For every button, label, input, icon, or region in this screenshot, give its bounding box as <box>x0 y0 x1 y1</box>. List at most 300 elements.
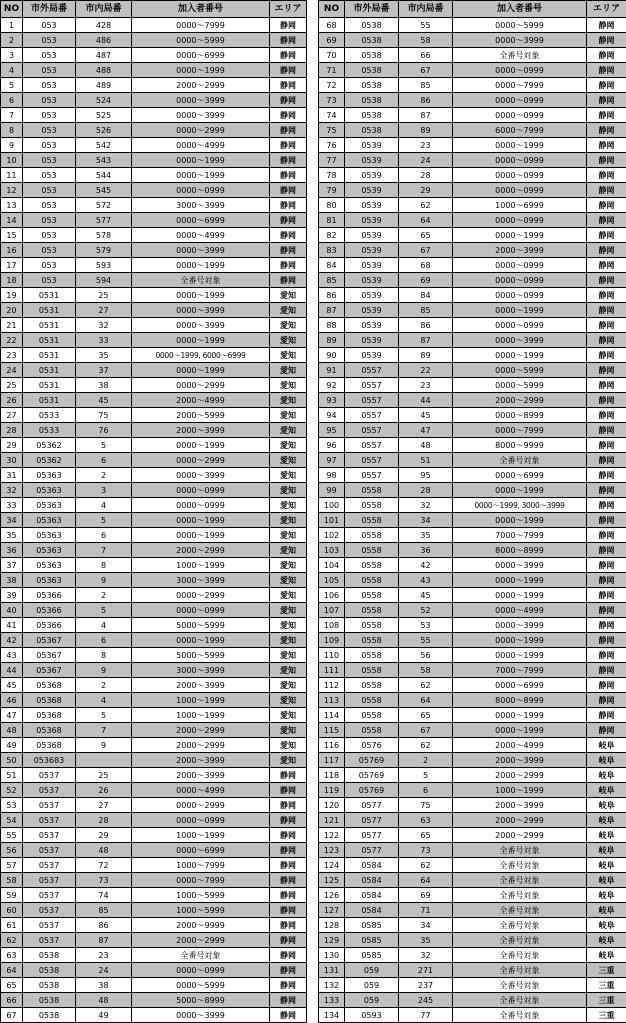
cell-subscriber: 0000～0999 <box>453 153 587 168</box>
cell-area-code: 0531 <box>23 333 76 348</box>
cell-area-code: 05368 <box>23 693 76 708</box>
table-row <box>1 228 307 243</box>
cell-no: 109 <box>319 633 345 648</box>
cell-no: 54 <box>1 813 23 828</box>
cell-area-code: 0558 <box>345 723 399 738</box>
table-row <box>319 408 626 423</box>
cell-area-code: 0538 <box>345 123 399 138</box>
table-header <box>1 1 307 18</box>
cell-subscriber: 5000～5999 <box>132 618 270 633</box>
cell-no: 28 <box>1 423 23 438</box>
table-row <box>319 933 626 948</box>
cell-no: 79 <box>319 183 345 198</box>
cell-area: 静岡 <box>587 408 626 423</box>
cell-area-code: 053 <box>23 63 76 78</box>
cell-area-code: 0557 <box>345 393 399 408</box>
cell-local-code: 237 <box>399 978 453 993</box>
table-row <box>1 378 307 393</box>
cell-subscriber: 0000～1999 <box>453 708 587 723</box>
cell-area: 愛知 <box>270 588 307 603</box>
cell-area: 静岡 <box>587 183 626 198</box>
cell-area: 静岡 <box>270 768 307 783</box>
cell-area-code: 0539 <box>345 333 399 348</box>
cell-area-code: 05363 <box>23 558 76 573</box>
cell-no: 98 <box>319 468 345 483</box>
cell-subscriber: 0000～1999 <box>453 138 587 153</box>
cell-subscriber: 全番号対象 <box>132 948 270 963</box>
cell-local-code: 66 <box>399 48 453 63</box>
cell-subscriber: 5000～5999 <box>132 648 270 663</box>
cell-area: 静岡 <box>270 228 307 243</box>
cell-subscriber: 全番号対象 <box>453 1008 587 1023</box>
cell-no: 108 <box>319 618 345 633</box>
table-row <box>1 153 307 168</box>
cell-area-code: 059 <box>345 963 399 978</box>
cell-no: 57 <box>1 858 23 873</box>
cell-no: 27 <box>1 408 23 423</box>
table-row <box>1 798 307 813</box>
cell-area: 愛知 <box>270 318 307 333</box>
cell-local-code: 86 <box>399 318 453 333</box>
table-row <box>1 513 307 528</box>
table-row <box>1 978 307 993</box>
cell-area-code: 0577 <box>345 843 399 858</box>
cell-area: 愛知 <box>270 453 307 468</box>
cell-subscriber: 2000～2999 <box>132 78 270 93</box>
cell-no: 100 <box>319 498 345 513</box>
cell-area-code: 0558 <box>345 573 399 588</box>
table-row <box>1 213 307 228</box>
cell-area-code: 0531 <box>23 378 76 393</box>
cell-area-code: 0531 <box>23 318 76 333</box>
cell-area: 岐阜 <box>587 768 626 783</box>
cell-subscriber: 2000～9999 <box>132 918 270 933</box>
cell-subscriber: 8000～9999 <box>453 438 587 453</box>
cell-subscriber: 2000～5999 <box>132 408 270 423</box>
cell-no: 81 <box>319 213 345 228</box>
cell-no: 121 <box>319 813 345 828</box>
table-row <box>319 348 626 363</box>
cell-subscriber: 全番号対象 <box>132 273 270 288</box>
cell-subscriber: 0000～3999 <box>453 33 587 48</box>
cell-subscriber: 2000～4999 <box>132 393 270 408</box>
cell-area: 静岡 <box>270 48 307 63</box>
cell-local-code: 5 <box>76 603 132 618</box>
cell-local-code: 22 <box>399 363 453 378</box>
cell-area: 岐阜 <box>587 948 626 963</box>
table-row <box>319 648 626 663</box>
cell-local-code: 73 <box>76 873 132 888</box>
cell-area-code: 05362 <box>23 453 76 468</box>
cell-area: 静岡 <box>587 498 626 513</box>
cell-area-code: 053 <box>23 228 76 243</box>
cell-area: 三重 <box>587 978 626 993</box>
cell-area: 愛知 <box>270 708 307 723</box>
cell-subscriber: 0000～5999 <box>453 363 587 378</box>
cell-area-code: 053 <box>23 258 76 273</box>
table-row <box>319 498 626 513</box>
cell-area-code: 0584 <box>345 873 399 888</box>
table-row <box>319 183 626 198</box>
cell-area-code: 0539 <box>345 243 399 258</box>
cell-area-code: 059 <box>345 993 399 1008</box>
cell-area-code: 0539 <box>345 198 399 213</box>
cell-no: 29 <box>1 438 23 453</box>
table-row <box>319 828 626 843</box>
cell-area: 静岡 <box>587 453 626 468</box>
cell-area-code: 0537 <box>23 918 76 933</box>
cell-no: 38 <box>1 573 23 588</box>
cell-area: 岐阜 <box>587 933 626 948</box>
cell-local-code: 34 <box>399 513 453 528</box>
cell-local-code: 69 <box>399 273 453 288</box>
cell-subscriber: 2000～3999 <box>132 678 270 693</box>
cell-subscriber: 0000～1999 <box>132 633 270 648</box>
cell-area: 静岡 <box>270 948 307 963</box>
cell-local-code: 45 <box>399 408 453 423</box>
table-row <box>319 528 626 543</box>
cell-subscriber: 0000～0999 <box>453 273 587 288</box>
cell-area-code: 0585 <box>345 933 399 948</box>
header-area-code: 市外局番 <box>23 1 76 18</box>
cell-area-code: 05363 <box>23 468 76 483</box>
header-subscriber: 加入者番号 <box>453 1 587 18</box>
table-right <box>318 0 626 1023</box>
cell-no: 58 <box>1 873 23 888</box>
table-row <box>319 243 626 258</box>
table-row <box>1 843 307 858</box>
cell-area: 静岡 <box>587 303 626 318</box>
cell-area-code: 05363 <box>23 543 76 558</box>
table-left <box>0 0 307 1023</box>
table-row <box>319 93 626 108</box>
cell-subscriber: 0000～2999 <box>132 453 270 468</box>
table-row <box>319 303 626 318</box>
cell-area-code: 0539 <box>345 303 399 318</box>
cell-subscriber: 0000～2999 <box>132 798 270 813</box>
cell-subscriber: 0000～2999 <box>132 378 270 393</box>
cell-area-code: 05366 <box>23 618 76 633</box>
cell-no: 131 <box>319 963 345 978</box>
cell-subscriber: 0000～7999 <box>132 18 270 33</box>
header-no: NO <box>319 1 345 18</box>
cell-area: 岐阜 <box>587 783 626 798</box>
cell-no: 69 <box>319 33 345 48</box>
cell-area: 静岡 <box>270 858 307 873</box>
cell-no: 119 <box>319 783 345 798</box>
table-row <box>319 783 626 798</box>
cell-local-code: 65 <box>399 708 453 723</box>
cell-local-code: 5 <box>76 513 132 528</box>
cell-no: 127 <box>319 903 345 918</box>
cell-subscriber: 3000～3999 <box>132 198 270 213</box>
cell-area-code: 05769 <box>345 753 399 768</box>
header-area: エリア <box>587 1 626 18</box>
table-row <box>319 993 626 1008</box>
table-row <box>1 528 307 543</box>
cell-local-code: 23 <box>76 948 132 963</box>
table-row <box>1 948 307 963</box>
cell-subscriber: 0000～1999 <box>453 348 587 363</box>
cell-local-code: 62 <box>399 858 453 873</box>
cell-no: 114 <box>319 708 345 723</box>
cell-subscriber: 0000～7999 <box>453 78 587 93</box>
cell-no: 86 <box>319 288 345 303</box>
cell-local-code: 245 <box>399 993 453 1008</box>
cell-no: 89 <box>319 333 345 348</box>
cell-local-code: 85 <box>399 303 453 318</box>
cell-area-code: 053 <box>23 48 76 63</box>
cell-area-code: 0539 <box>345 318 399 333</box>
cell-no: 3 <box>1 48 23 63</box>
cell-subscriber: 0000～6999 <box>132 213 270 228</box>
table-row <box>319 633 626 648</box>
table-row <box>1 558 307 573</box>
cell-area-code: 0538 <box>345 78 399 93</box>
cell-no: 59 <box>1 888 23 903</box>
cell-area: 静岡 <box>587 513 626 528</box>
table-row <box>1 348 307 363</box>
cell-subscriber: 全番号対象 <box>453 978 587 993</box>
cell-area-code: 0558 <box>345 558 399 573</box>
cell-subscriber: 0000～4999 <box>132 138 270 153</box>
cell-area: 静岡 <box>587 228 626 243</box>
cell-local-code: 29 <box>76 828 132 843</box>
table-row <box>1 813 307 828</box>
cell-area-code: 0537 <box>23 903 76 918</box>
table-row <box>1 303 307 318</box>
cell-area-code: 0584 <box>345 903 399 918</box>
cell-local-code: 55 <box>399 633 453 648</box>
cell-area: 静岡 <box>587 468 626 483</box>
table-row <box>319 918 626 933</box>
table-row <box>1 708 307 723</box>
table-row <box>319 228 626 243</box>
table-row <box>1 258 307 273</box>
cell-no: 48 <box>1 723 23 738</box>
cell-local-code: 8 <box>76 558 132 573</box>
cell-local-code: 67 <box>399 63 453 78</box>
cell-no: 111 <box>319 663 345 678</box>
table-row <box>1 963 307 978</box>
cell-local-code: 28 <box>399 483 453 498</box>
cell-area: 静岡 <box>587 288 626 303</box>
cell-subscriber: 0000～5999 <box>132 978 270 993</box>
cell-subscriber: 0000～5999 <box>453 18 587 33</box>
cell-area: 静岡 <box>587 543 626 558</box>
cell-local-code: 9 <box>76 738 132 753</box>
cell-subscriber: 全番号対象 <box>453 453 587 468</box>
cell-local-code: 489 <box>76 78 132 93</box>
table-row <box>319 843 626 858</box>
cell-subscriber: 0000～3999 <box>132 303 270 318</box>
cell-local-code: 87 <box>399 108 453 123</box>
cell-local-code: 2 <box>76 678 132 693</box>
table-row <box>319 678 626 693</box>
cell-no: 90 <box>319 348 345 363</box>
table-row <box>319 468 626 483</box>
table-row <box>319 423 626 438</box>
table-row <box>319 273 626 288</box>
cell-no: 78 <box>319 168 345 183</box>
cell-no: 85 <box>319 273 345 288</box>
cell-subscriber: 0000～0999 <box>453 258 587 273</box>
cell-no: 36 <box>1 543 23 558</box>
cell-area-code: 05363 <box>23 573 76 588</box>
table-row <box>1 648 307 663</box>
cell-no: 120 <box>319 798 345 813</box>
table-row <box>319 153 626 168</box>
cell-no: 82 <box>319 228 345 243</box>
cell-subscriber: 0000～1999 <box>132 63 270 78</box>
cell-local-code: 89 <box>399 123 453 138</box>
cell-area-code: 0558 <box>345 663 399 678</box>
cell-area: 愛知 <box>270 723 307 738</box>
cell-subscriber: 2000～3999 <box>132 753 270 768</box>
cell-local-code: 32 <box>399 948 453 963</box>
cell-no: 42 <box>1 633 23 648</box>
cell-area: 静岡 <box>587 528 626 543</box>
table-row <box>319 723 626 738</box>
cell-area: 静岡 <box>587 48 626 63</box>
cell-area: 愛知 <box>270 333 307 348</box>
cell-subscriber: 0000～1999 <box>453 573 587 588</box>
cell-subscriber: 0000～1999 <box>132 333 270 348</box>
table-row <box>1 18 307 33</box>
table-row <box>1 918 307 933</box>
cell-area-code: 0537 <box>23 798 76 813</box>
cell-area-code: 0539 <box>345 138 399 153</box>
cell-area-code: 0557 <box>345 408 399 423</box>
cell-subscriber: 0000～1999 <box>453 588 587 603</box>
cell-no: 2 <box>1 33 23 48</box>
cell-local-code: 5 <box>76 438 132 453</box>
header-subscriber: 加入者番号 <box>132 1 270 18</box>
cell-local-code: 65 <box>399 828 453 843</box>
cell-local-code: 37 <box>76 363 132 378</box>
cell-local-code: 32 <box>76 318 132 333</box>
cell-local-code: 45 <box>76 393 132 408</box>
table-row <box>319 168 626 183</box>
cell-area: 静岡 <box>587 438 626 453</box>
cell-subscriber: 2000～2999 <box>453 828 587 843</box>
cell-local-code: 572 <box>76 198 132 213</box>
cell-subscriber: 0000～4999 <box>453 603 587 618</box>
cell-no: 5 <box>1 78 23 93</box>
cell-subscriber: 0000～0999 <box>453 93 587 108</box>
cell-local-code: 593 <box>76 258 132 273</box>
cell-local-code: 25 <box>76 288 132 303</box>
cell-area-code: 053 <box>23 78 76 93</box>
cell-area-code: 0531 <box>23 288 76 303</box>
cell-no: 122 <box>319 828 345 843</box>
cell-area: 静岡 <box>587 663 626 678</box>
cell-local-code: 5 <box>399 768 453 783</box>
cell-subscriber: 0000～3999 <box>453 558 587 573</box>
cell-area-code: 0577 <box>345 828 399 843</box>
cell-subscriber: 0000～3999 <box>453 333 587 348</box>
table-row <box>1 393 307 408</box>
cell-local-code: 544 <box>76 168 132 183</box>
table-row <box>1 588 307 603</box>
cell-subscriber: 0000～2999 <box>132 123 270 138</box>
cell-local-code: 6 <box>76 453 132 468</box>
table-row <box>1 573 307 588</box>
table-row <box>1 768 307 783</box>
cell-area: 愛知 <box>270 618 307 633</box>
cell-area-code: 053 <box>23 18 76 33</box>
cell-subscriber: 0000～3999 <box>132 243 270 258</box>
cell-subscriber: 6000～7999 <box>453 123 587 138</box>
cell-area: 静岡 <box>270 903 307 918</box>
cell-no: 8 <box>1 123 23 138</box>
table-row <box>319 18 626 33</box>
cell-area: 静岡 <box>587 648 626 663</box>
cell-area: 静岡 <box>270 63 307 78</box>
cell-area-code: 0533 <box>23 423 76 438</box>
cell-local-code: 52 <box>399 603 453 618</box>
cell-subscriber: 0000～1999 <box>132 363 270 378</box>
cell-subscriber: 0000～6999 <box>132 48 270 63</box>
cell-local-code: 25 <box>76 768 132 783</box>
cell-no: 63 <box>1 948 23 963</box>
cell-area-code: 0558 <box>345 483 399 498</box>
cell-area: 愛知 <box>270 603 307 618</box>
cell-area: 静岡 <box>587 603 626 618</box>
cell-area: 静岡 <box>587 243 626 258</box>
cell-area: 静岡 <box>587 198 626 213</box>
cell-area: 岐阜 <box>587 918 626 933</box>
cell-no: 33 <box>1 498 23 513</box>
table-row <box>1 363 307 378</box>
cell-area: 静岡 <box>587 573 626 588</box>
cell-local-code: 74 <box>76 888 132 903</box>
cell-local-code: 76 <box>76 423 132 438</box>
cell-local-code: 542 <box>76 138 132 153</box>
cell-subscriber: 0000～1999 <box>453 303 587 318</box>
cell-subscriber: 0000～0999 <box>132 183 270 198</box>
cell-area-code: 0577 <box>345 798 399 813</box>
cell-area: 愛知 <box>270 693 307 708</box>
cell-local-code: 6 <box>76 633 132 648</box>
cell-subscriber: 0000～3999 <box>453 618 587 633</box>
cell-local-code: 486 <box>76 33 132 48</box>
cell-area: 静岡 <box>587 588 626 603</box>
cell-local-code: 3 <box>76 483 132 498</box>
cell-no: 34 <box>1 513 23 528</box>
cell-area: 静岡 <box>270 243 307 258</box>
table-row <box>1 903 307 918</box>
cell-local-code: 34 <box>399 918 453 933</box>
cell-area-code: 05366 <box>23 603 76 618</box>
cell-subscriber: 0000～1999 <box>453 633 587 648</box>
cell-no: 129 <box>319 933 345 948</box>
cell-local-code: 2 <box>76 468 132 483</box>
cell-local-code: 35 <box>76 348 132 363</box>
cell-area-code: 0577 <box>345 813 399 828</box>
table-row <box>1 63 307 78</box>
cell-area-code: 05769 <box>345 768 399 783</box>
cell-area: 愛知 <box>270 483 307 498</box>
cell-subscriber: 全番号対象 <box>453 843 587 858</box>
table-row <box>1 123 307 138</box>
cell-no: 76 <box>319 138 345 153</box>
cell-subscriber: 0000～5999 <box>453 378 587 393</box>
cell-no: 91 <box>319 363 345 378</box>
table-row <box>319 63 626 78</box>
cell-subscriber: 全番号対象 <box>453 948 587 963</box>
cell-no: 40 <box>1 603 23 618</box>
